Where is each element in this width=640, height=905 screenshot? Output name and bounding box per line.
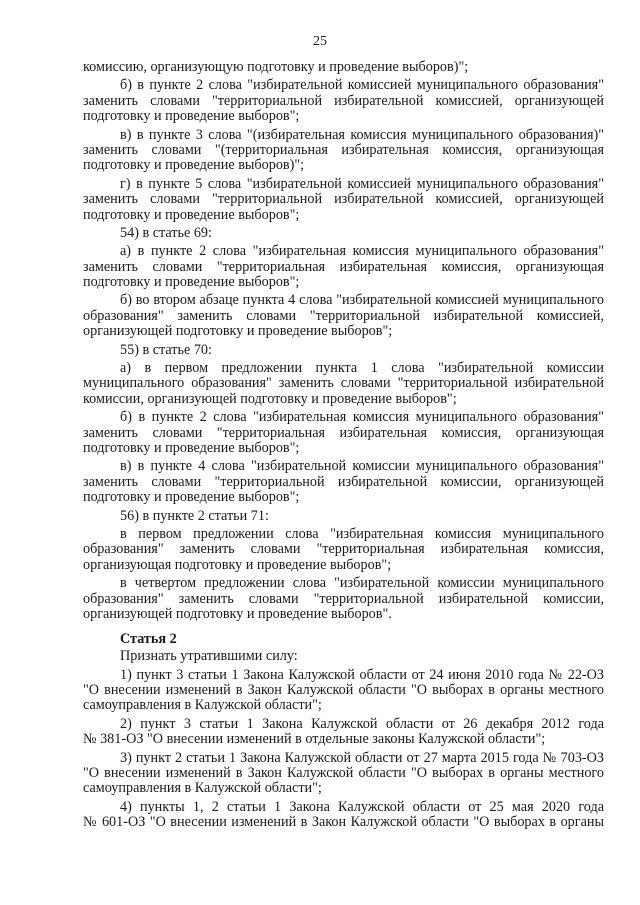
paragraph [83,128,604,174]
paragraph [83,60,604,75]
paragraph [83,800,604,831]
text-line: Признать утратившими силу: [120,648,298,665]
text-line: б) в пункте 2 слова "избирательной комиссией муниципального образования" [120,77,604,94]
text-line: б) в пункте 2 слова "избирательная комиссия муниципального образования" [120,409,604,426]
article-2-heading: Статья 2 [120,631,177,648]
text-line: самоуправления в Калужской области"; [83,697,322,714]
text-line: заменить словами "территориальная избирательная комиссия, организующая [83,424,604,441]
text-line: подготовку и проведение выборов"; [83,206,300,223]
text-line: 55) в статье 70: [120,341,212,358]
paragraph [83,459,604,505]
text-line: организующей подготовку и проведение выборов". [83,605,392,622]
text-line: образования" заменить словами "территориальной избирательной комиссией, [83,307,604,324]
text-line: 56) в пункте 2 статьи 71: [120,507,269,524]
paragraph [83,78,604,124]
paragraph [83,343,604,358]
paragraph [83,226,604,241]
text-line: в первом предложении слова "избирательная комиссия муниципального [120,525,604,542]
text-line: комиссии, организующей подготовку и проведение выборов"; [83,390,457,407]
text-line: заменить словами "территориальной избирательной комиссией, организующей [83,191,604,208]
text-line: б) во втором абзаце пункта 4 слова "избирательной комиссией муниципального [120,292,604,309]
text-line: 3) пункт 2 статьи 1 Закона Калужской области от 27 марта 2015 года № 703-ОЗ [120,749,604,766]
text-line: в) в пункте 3 слова "(избирательная комиссия муниципального образования)" [120,126,604,143]
paragraph [83,576,604,622]
text-line: заменить словами "территориальной избирательной комиссией, организующей [83,92,604,109]
paragraph [83,177,604,223]
text-line: а) в первом предложении пункта 1 слова "избирательной комиссии [120,360,604,377]
text-line: подготовку и проведение выборов"; [83,489,300,506]
text-line: организующая подготовку и проведение выборов"; [83,556,392,573]
page-number: 25 [313,34,327,49]
text-line: № 601-ОЗ "О внесении изменений в Закон Калужской области "О выборах в органы [83,814,604,831]
text-line: "О внесении изменений в Закон Калужской области "О выборах в органы местного [83,765,604,782]
text-line: самоуправления в Калужской области"; [83,780,322,797]
text-line: подготовку и проведение выборов)"; [83,157,305,174]
text-line: заменить словами "территориальной избирательной комиссии, организующей [83,473,604,490]
text-line: подготовку и проведение выборов"; [83,108,300,125]
text-line: № 381-ОЗ "О внесении изменений в отдельные законы Калужской области"; [83,731,546,748]
paragraph [83,509,604,524]
text-line: 1) пункт 3 статьи 1 Закона Калужской области от 24 июня 2010 года № 22-ОЗ [120,666,604,683]
paragraph [83,244,604,290]
text-line: заменить словами "территориальная избирательная комиссия, организующая [83,258,604,275]
text-line: "О внесении изменений в Закон Калужской области "О выборах в органы местного [83,682,604,699]
text-line: подготовку и проведение выборов"; [83,274,300,291]
paragraph [83,293,604,339]
paragraph [83,717,604,748]
text-line: подготовку и проведение выборов"; [83,439,300,456]
article-1-amendments [83,60,604,622]
article-2-text [83,649,604,830]
text-line: образования" заменить словами "территориальная избирательная комиссия, [83,541,604,558]
paragraph [83,361,604,407]
text-line: в четвертом предложении слова "избирательной комиссии муниципального [120,575,604,592]
text-line: а) в пункте 2 слова "избирательная комиссия муниципального образования" [120,243,604,260]
text-line: образования" заменить словами "территориальной избирательной комиссии, [83,590,604,607]
paragraph [83,751,604,797]
paragraph [83,410,604,456]
document-body [83,60,604,834]
text-line: в) в пункте 4 слова "избирательной комиссии муниципального образования" [120,458,604,475]
paragraph [83,668,604,714]
text-line: 4) пункты 1, 2 статьи 1 Закона Калужской области от 25 мая 2020 года [120,798,604,815]
text-line: заменить словами "(территориальная избирательная комиссия, организующая [83,141,604,158]
paragraph [83,527,604,573]
text-line: организующей подготовку и проведение выборов"; [83,323,393,340]
text-line: 54) в статье 69: [120,224,212,241]
text-line: муниципального образования" заменить словами "территориальной избирательной [83,375,604,392]
paragraph [83,649,604,664]
text-line: г) в пункте 5 слова "избирательной комиссией муниципального образования" [120,175,604,192]
text-line: 2) пункт 3 статьи 1 Закона Калужской области от 26 декабря 2012 года [120,715,604,732]
text-line: комиссию, организующую подготовку и проведение выборов)"; [83,59,469,75]
